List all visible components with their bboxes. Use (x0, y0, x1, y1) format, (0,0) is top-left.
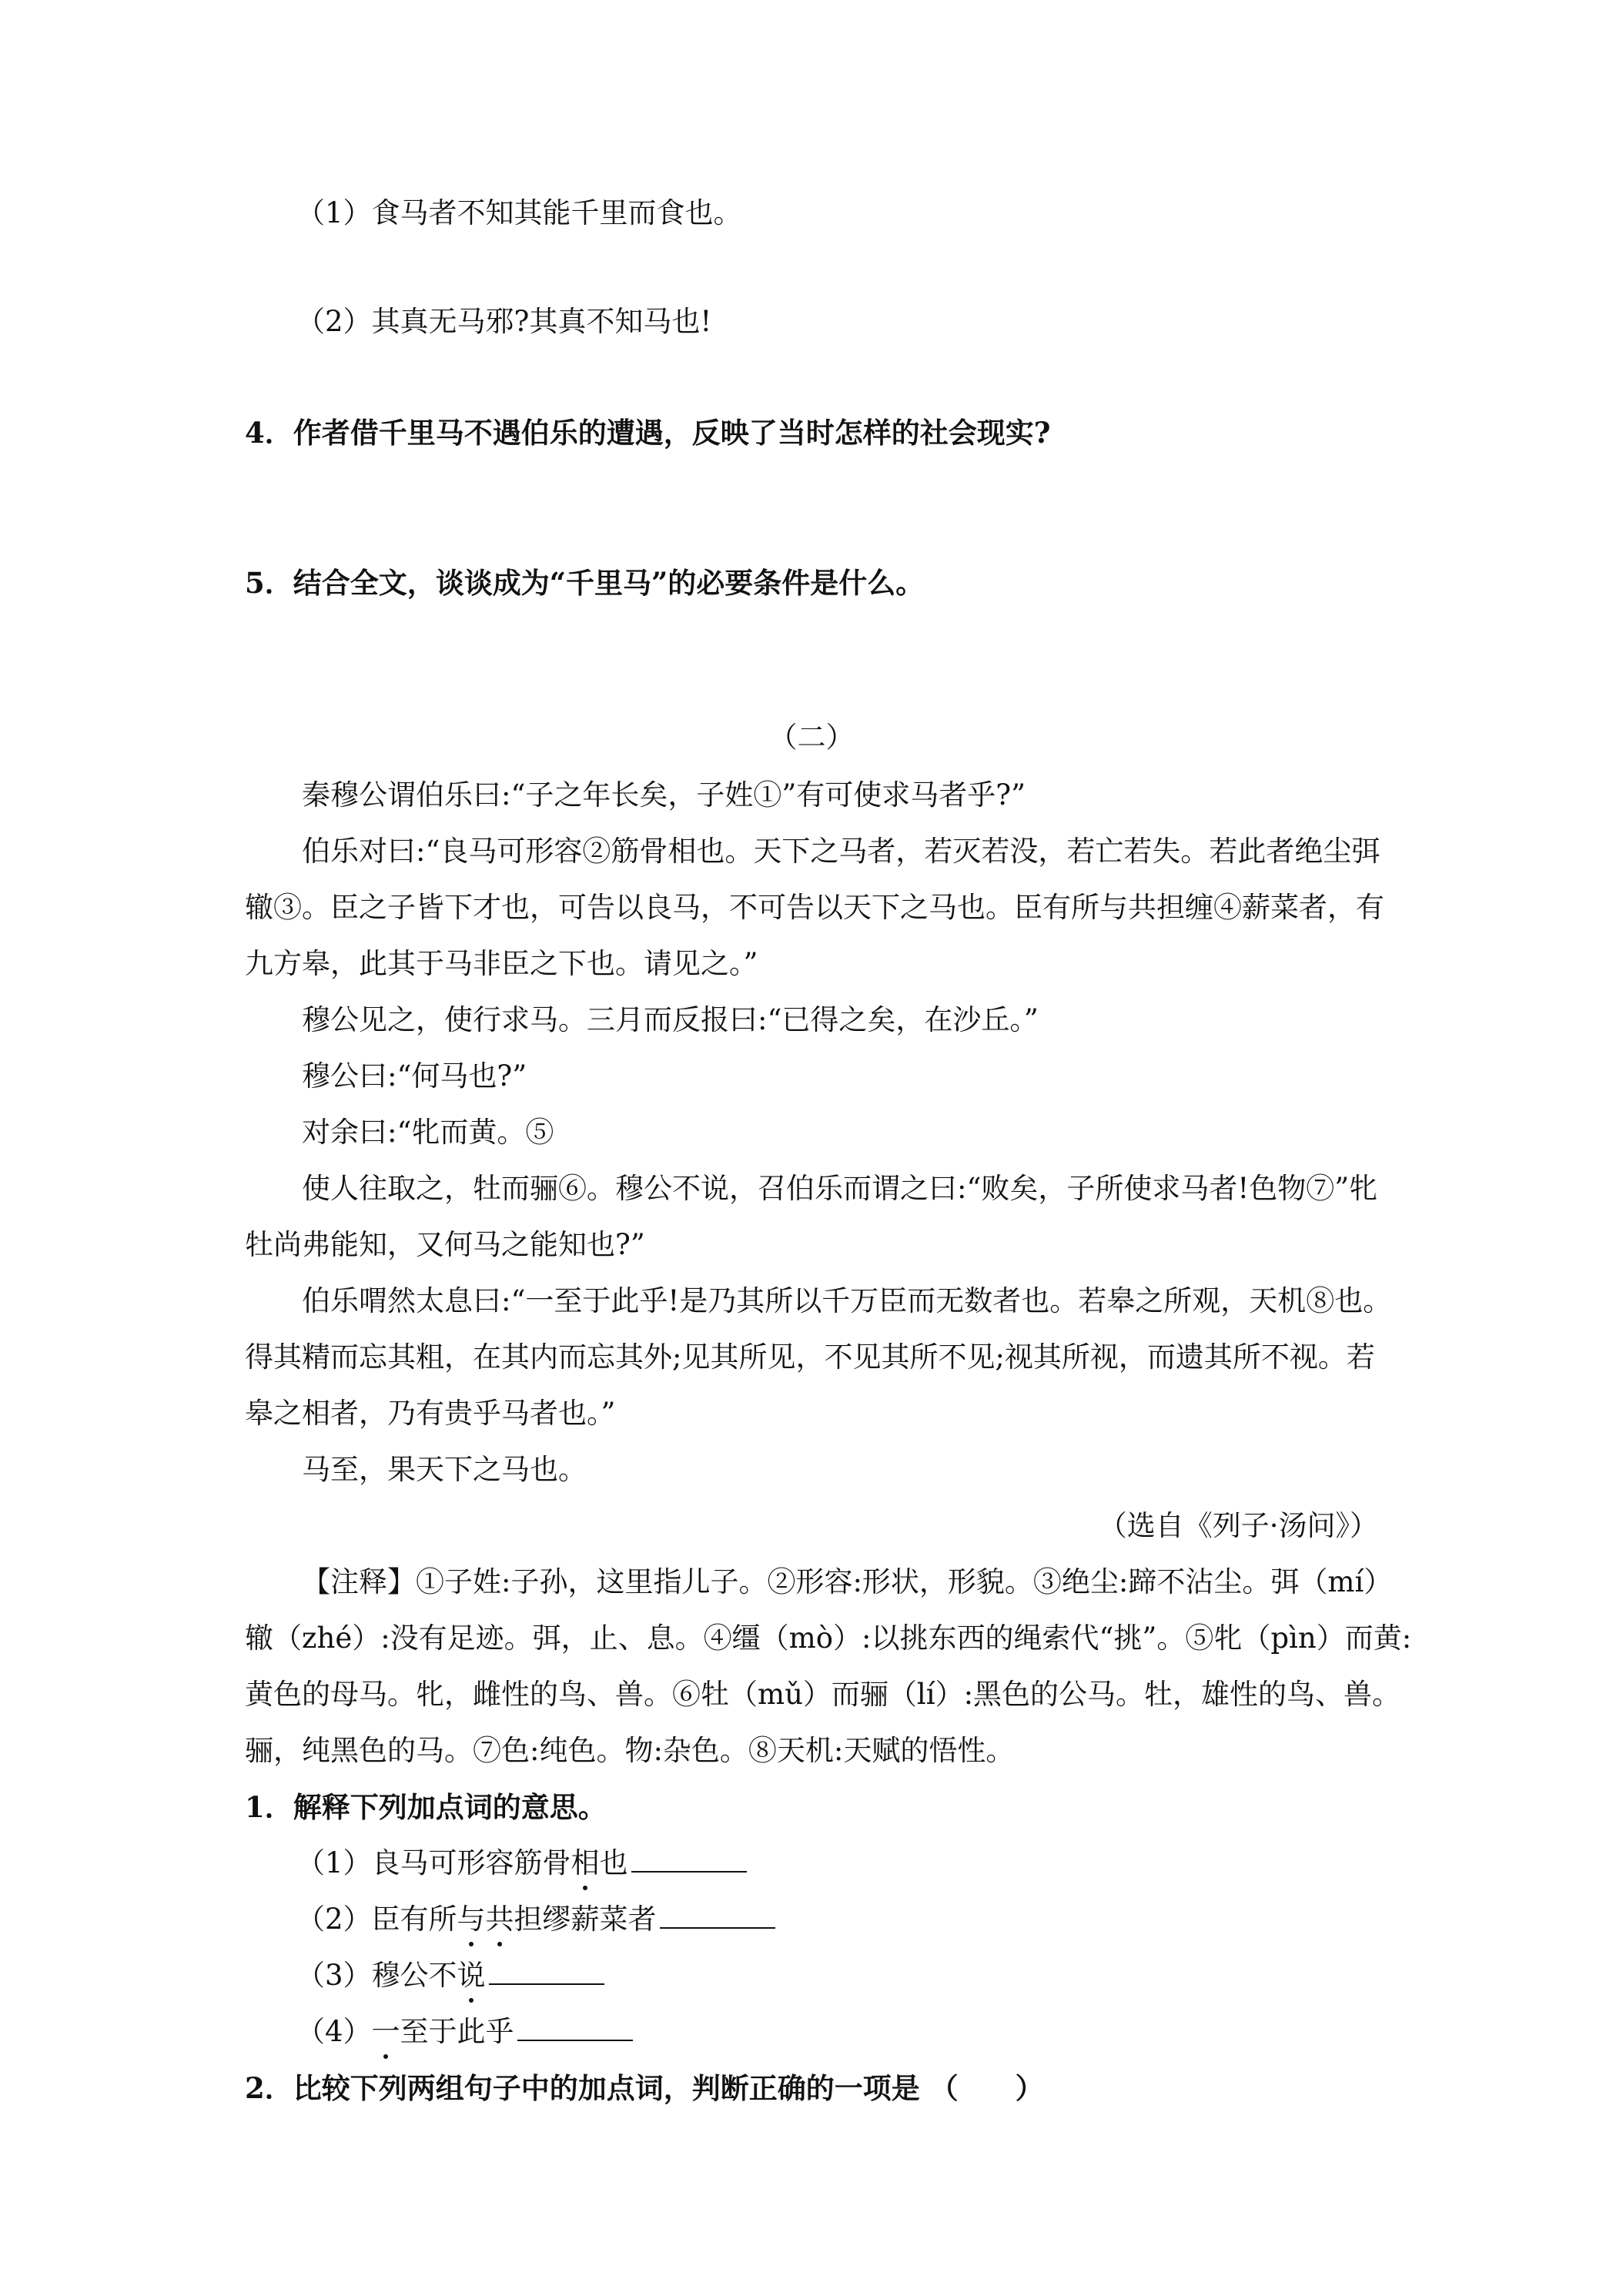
passage-line: 伯乐喟然太息曰:“一至于此乎!是乃其所以千万臣而无数者也。若皋之所观，天机⑧也。 (302, 1284, 1392, 1317)
passage-line: 秦穆公谓伯乐曰:“子之年长矣，子姓①”有可使求马者乎?” (302, 778, 1026, 812)
answer-blank[interactable] (489, 1957, 604, 1985)
question-5: 5．结合全文，谈谈成为“千里马”的必要条件是什么。 (245, 566, 925, 600)
dotted-word: 相 (571, 1846, 600, 1879)
blank-item-1 (296, 1845, 747, 1882)
dotted-word: 共 (486, 1903, 514, 1936)
passage-line: 辙③。臣之子皆下才也，可告以良马，不可告以天下之马也。臣有所与共担缠④薪菜者，有 (245, 891, 1384, 924)
question-1: 1．解释下列加点词的意思。 (245, 1790, 607, 1824)
dotted-word: 与 (457, 1903, 486, 1936)
item-text: 也 (599, 1846, 628, 1879)
passage-line: 伯乐对曰:“良马可形容②筋骨相也。天下之马者，若灭若没，若亡若失。若此者绝尘弭 (302, 835, 1380, 868)
note-line: 黄色的母马。牝，雌性的鸟、兽。⑥牡（mǔ）而骊（lí）:黑色的公马。牡，雄性的鸟、兽。 (245, 1678, 1401, 1711)
blank-item-4 (296, 2013, 633, 2050)
item-text: 担缪薪菜者 (514, 1903, 657, 1936)
item-text: （3）穆公不 (296, 1959, 457, 1992)
item-text: （2）臣有所 (296, 1903, 457, 1936)
passage-line: 得其精而忘其粗，在其内而忘其外;见其所见，不见其所不见;视其所视，而遗其所不视。若 (245, 1340, 1375, 1374)
sentence-1: （1）食马者不知其能千里而食也。 (296, 196, 742, 229)
passage-line: 牡尚弗能知，又何马之能知也?” (245, 1228, 645, 1261)
question-2: 2．比较下列两组句子中的加点词，判断正确的一项是 （ ） (245, 2071, 1044, 2105)
section-heading: （二） (768, 721, 855, 754)
answer-blank[interactable] (517, 2013, 633, 2041)
note-line: 【注释】①子姓:子孙，这里指儿子。②形容:形状，形貌。③绝尘:蹄不沾尘。弭（mí） (302, 1565, 1393, 1598)
passage-line: 九方皋，此其于马非臣之下也。请见之。” (245, 947, 758, 980)
note-line: 辙（zhé）:没有足迹。弭，止、息。④缰（mò）:以挑东西的绳索代“挑”。⑤牝（pìn）而黄: (245, 1622, 1412, 1655)
answer-blank[interactable] (631, 1845, 747, 1873)
source-citation: （选自《列子·汤问》） (1098, 1509, 1378, 1542)
question-4: 4．作者借千里马不遇伯乐的遭遇，反映了当时怎样的社会现实? (245, 416, 1051, 450)
passage-line: 马至，果天下之马也。 (302, 1453, 587, 1486)
answer-blank[interactable] (660, 1901, 775, 1929)
passage-line: 皋之相者，乃有贵乎马者也。” (245, 1397, 616, 1430)
item-text: （1）良马可形容筋骨 (296, 1846, 571, 1879)
blank-item-3 (296, 1957, 604, 1994)
blank-item-2 (296, 1901, 775, 1938)
passage-line: 使人往取之，牡而骊⑥。穆公不说，召伯乐而谓之曰:“败矣，子所使求马者!色物⑦”牝 (302, 1172, 1378, 1205)
sentence-2: （2）其真无马邪?其真不知马也! (296, 305, 712, 338)
dotted-word: 说 (457, 1959, 486, 1992)
passage-line: 穆公曰:“何马也?” (302, 1059, 527, 1093)
item-text: （4） (296, 2015, 372, 2048)
dotted-word: 一 (372, 2015, 400, 2048)
passage-line: 对余曰:“牝而黄。⑤ (302, 1116, 554, 1149)
item-text: 至于此乎 (400, 2015, 514, 2048)
note-line: 骊，纯黑色的马。⑦色:纯色。物:杂色。⑧天机:天赋的悟性。 (245, 1734, 1015, 1767)
passage-line: 穆公见之，使行求马。三月而反报曰:“已得之矣，在沙丘。” (302, 1003, 1039, 1036)
